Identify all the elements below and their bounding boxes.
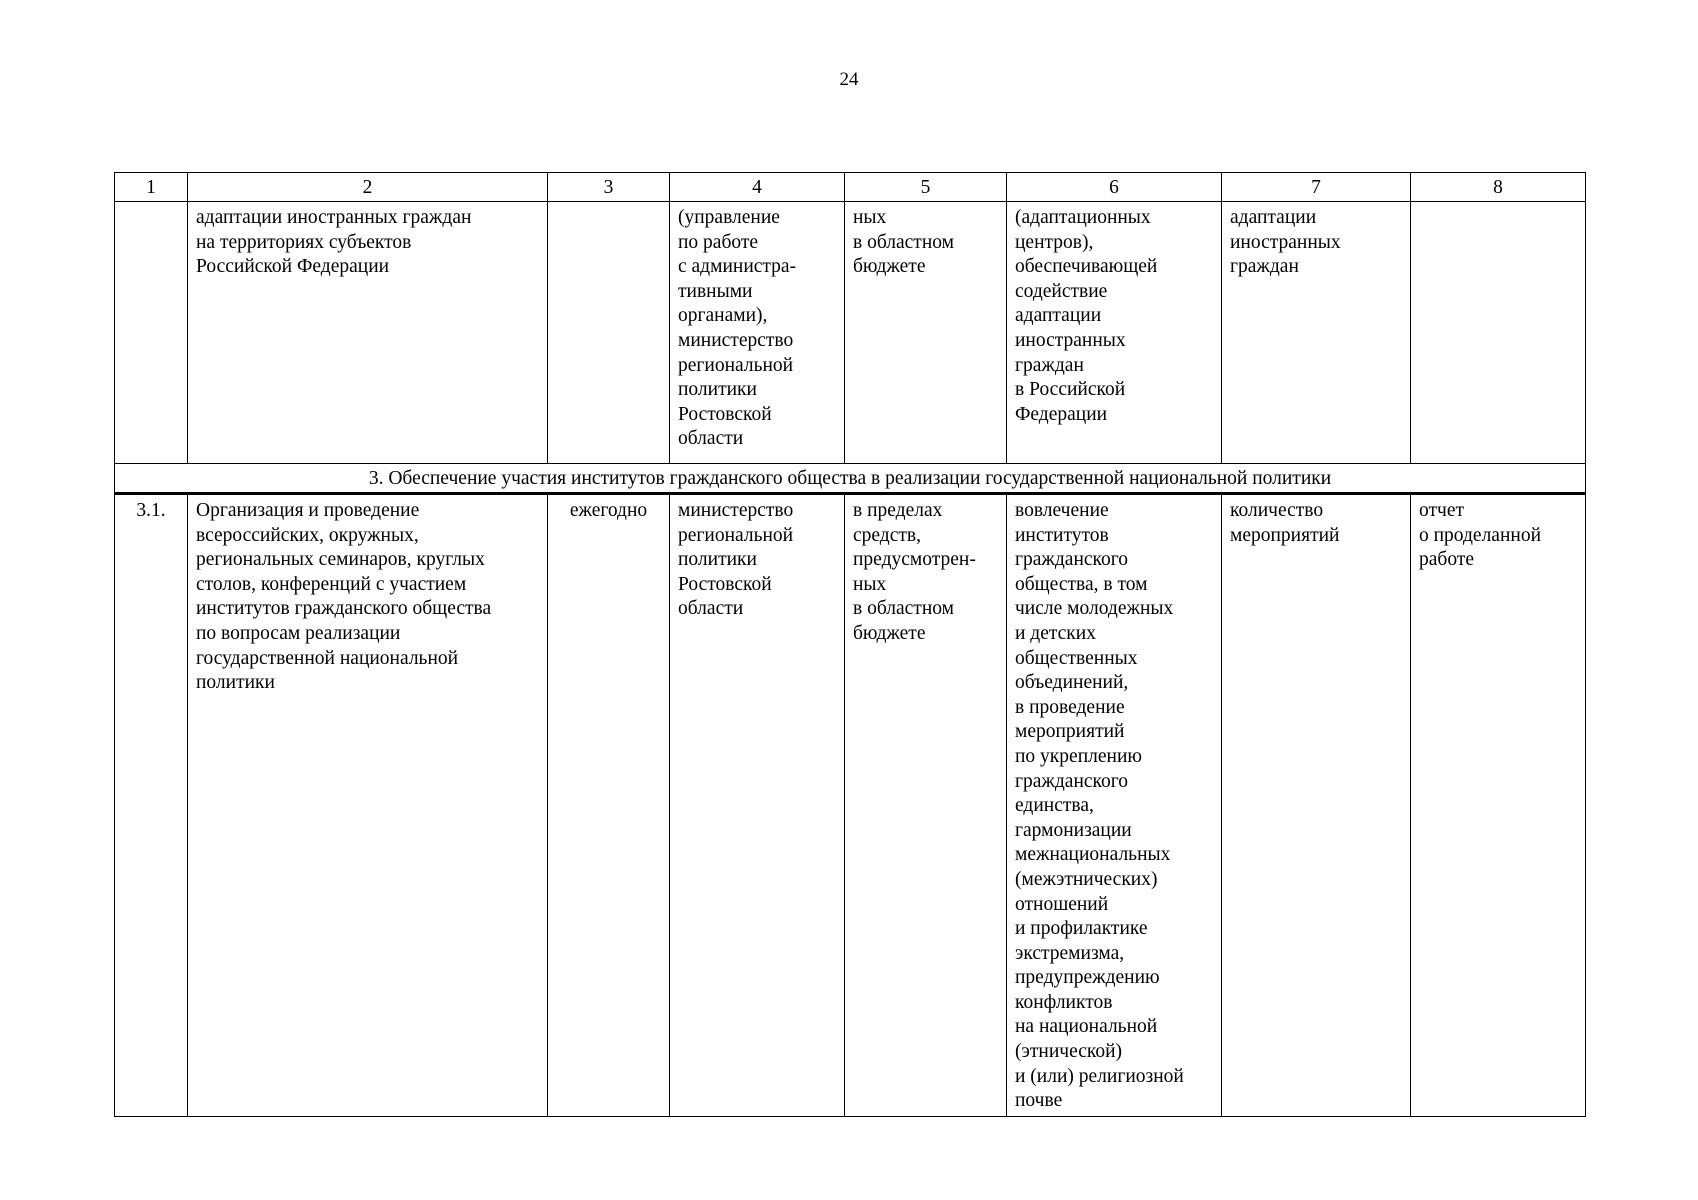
indicator-cell: количество мероприятий: [1222, 494, 1411, 1117]
indicator-cell: адаптации иностранных граждан: [1222, 202, 1411, 464]
column-number-row: [115, 173, 1586, 202]
column-number: 4: [670, 173, 845, 202]
section-heading-row: [115, 464, 1586, 494]
report-form-cell: отчет о проделанной работе: [1411, 494, 1586, 1117]
column-number: 8: [1411, 173, 1586, 202]
expected-result-cell: (адаптационных центров), обеспечивающей содействие адаптации иностранных граждан в Российской Федерации: [1007, 202, 1222, 464]
responsible-executor-cell: министерство региональной политики Ростовской области: [670, 494, 845, 1117]
section-heading: 3. Обеспечение участия институтов гражданского общества в реализации государственной национальной политики: [115, 464, 1586, 494]
column-number: 6: [1007, 173, 1222, 202]
column-number: 1: [115, 173, 188, 202]
page-number: 24: [839, 69, 859, 90]
responsible-executor-cell: (управление по работе с администра- тивными органами), министерство региональной политики Ростовской области: [670, 202, 845, 464]
deadline-cell: [548, 202, 670, 464]
activity-name-cell: адаптации иностранных граждан на территориях субъектов Российской Федерации: [188, 202, 548, 464]
activity-name-cell: Организация и проведение всероссийских, окружных, региональных семинаров, круглых столов, конференций с участием институтов гражданского общества по вопросам реализации государственной национальной политики: [188, 494, 548, 1117]
funding-source-cell: в пределах средств, предусмотрен- ных в областном бюджете: [845, 494, 1007, 1117]
item-number-cell: 3.1.: [115, 494, 188, 1117]
item-number-cell: [115, 202, 188, 464]
column-number: 3: [548, 173, 670, 202]
funding-source-cell: ных в областном бюджете: [845, 202, 1007, 464]
column-number: 5: [845, 173, 1007, 202]
report-form-cell: [1411, 202, 1586, 464]
table-row-3-1: [115, 494, 1586, 1117]
expected-result-cell: вовлечение институтов гражданского общества, в том числе молодежных и детских общественных объединений, в проведение мероприятий по укреплению гражданского единства, гармонизации межнациональных (межэтнических) отношений и профилактике экстремизма, предупреждению конфликтов на национальной (этнической) и (или) религиозной почве: [1007, 494, 1222, 1117]
action-plan-table: [114, 172, 1586, 1117]
continuation-row: [115, 202, 1586, 464]
deadline-cell: ежегодно: [548, 494, 670, 1117]
column-number: 7: [1222, 173, 1411, 202]
column-number: 2: [188, 173, 548, 202]
